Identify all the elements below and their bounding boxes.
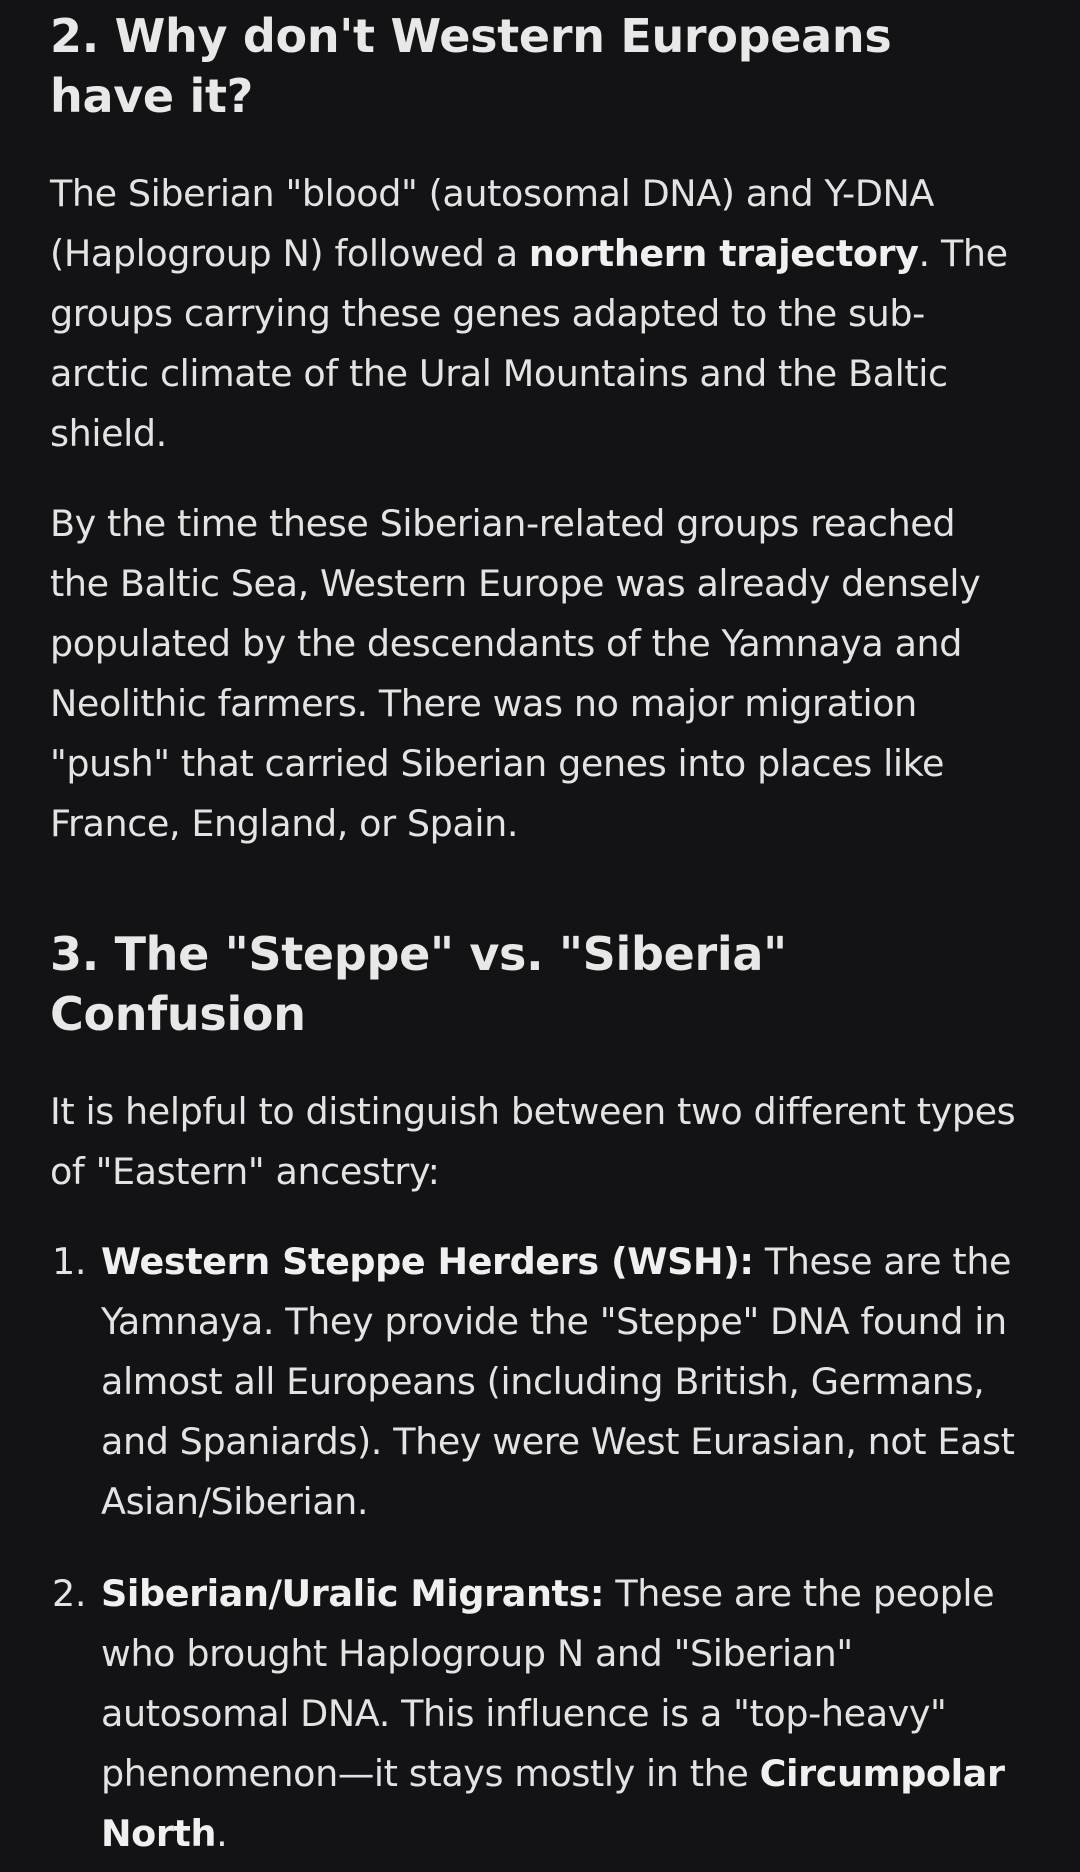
bold-text: northern trajectory <box>528 232 919 275</box>
section-heading-2: 2. Why don't Western Europeans have it? <box>50 9 892 123</box>
list-item-title: Western Steppe Herders (WSH): <box>101 1240 754 1283</box>
ancestry-list <box>50 1232 1022 1864</box>
list-number: 1. <box>52 1240 87 1283</box>
list-item <box>50 1564 1022 1864</box>
list-item-tail: . <box>216 1812 228 1855</box>
paragraph-intro: It is helpful to distinguish between two different types of "Eastern" ancestry: <box>50 1090 1016 1193</box>
paragraph-text: . The groups carrying these genes adapted to the sub-arctic climate of the Ural Mountains and the Baltic shield. <box>50 232 1008 455</box>
list-item <box>50 1232 1022 1532</box>
paragraph-baltic-sea: By the time these Siberian-related groups reached the Baltic Sea, Western Europe was already densely populated by the descendants of the Yamnaya and Neolithic farmers. There was no major migration "push" that carried Siberian genes into places like France, England, or Spain. <box>50 502 981 845</box>
list-item-text: These are the Yamnaya. They provide the "Steppe" DNA found in almost all Europeans (including British, Germans, and Spaniards). They were West Eurasian, not East Asian/Siberian. <box>101 1240 1015 1523</box>
section-heading-3: 3. The "Steppe" vs. "Siberia" Confusion <box>50 927 787 1041</box>
bold-text: Circumpolar North <box>101 1752 1005 1855</box>
paragraph-northern-trajectory <box>50 164 1022 464</box>
list-item-text: These are the people who brought Haplogroup N and "Siberian" autosomal DNA. This influence is a "top-heavy" phenomenon—it stays mostly in the <box>101 1572 995 1795</box>
paragraph-text: The Siberian "blood" (autosomal DNA) and Y-DNA (Haplogroup N) followed a <box>50 172 934 275</box>
list-number: 2. <box>52 1572 87 1615</box>
list-item-title: Siberian/Uralic Migrants: <box>101 1572 605 1615</box>
